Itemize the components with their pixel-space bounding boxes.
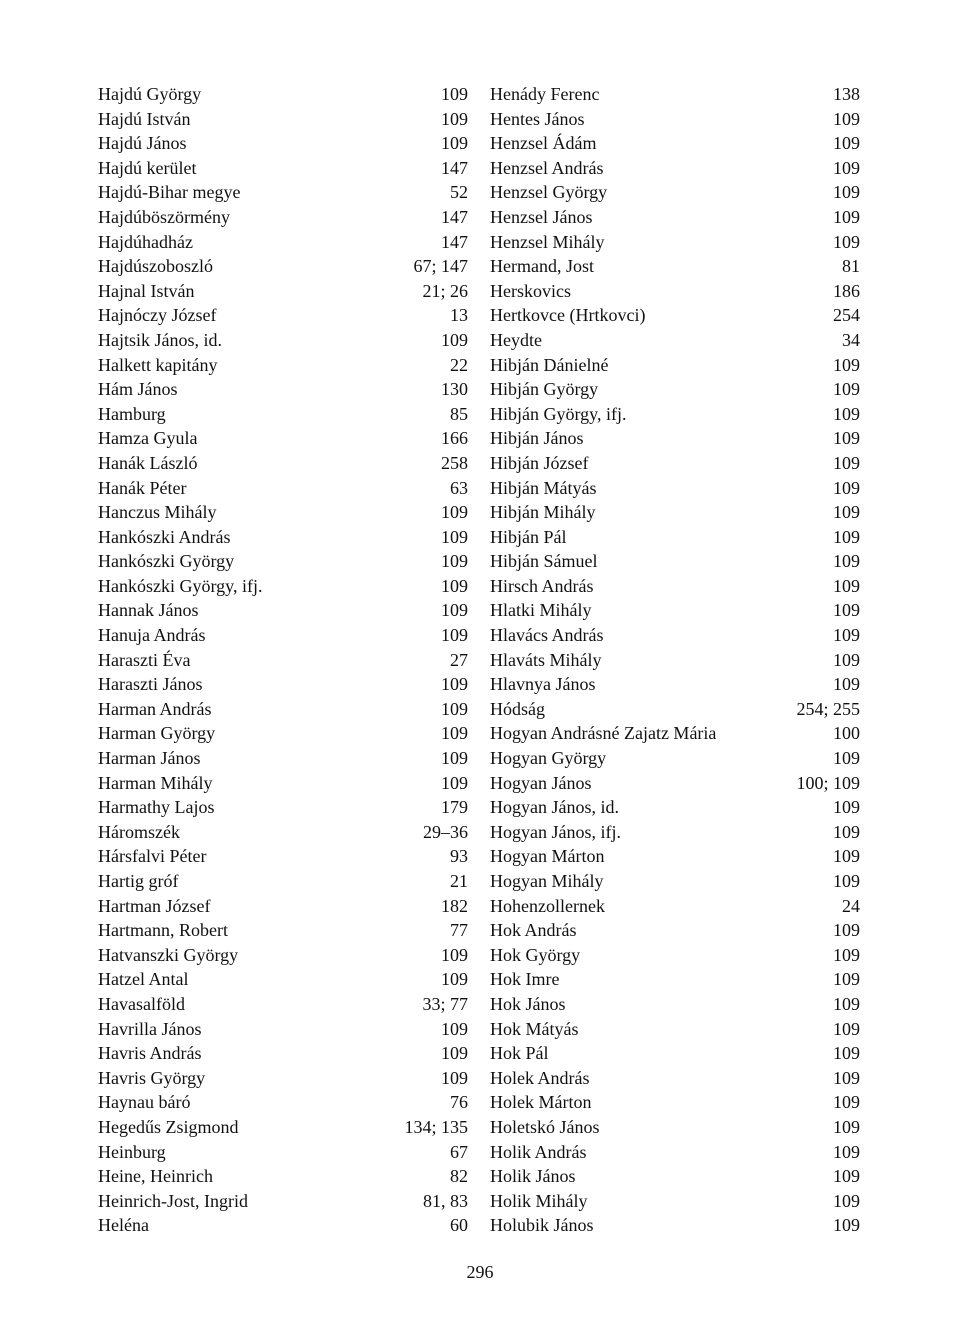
index-entry-page: 109 — [833, 526, 860, 547]
index-entry-page: 63 — [450, 477, 468, 498]
index-entry-page: 109 — [441, 772, 468, 793]
index-entry-page: 22 — [450, 354, 468, 375]
index-entry-name: Hajdú György — [98, 84, 202, 104]
index-entry-page: 13 — [450, 305, 468, 326]
index-entry-page: 33; 77 — [422, 993, 468, 1014]
index-entry — [490, 992, 860, 1017]
index-entry-name: Hentes János — [490, 108, 585, 129]
index-entry-name: Hlatki Mihály — [490, 600, 592, 621]
index-entry-name: Hogyan János, id. — [490, 797, 619, 818]
index-entry — [98, 992, 468, 1017]
index-entry-page: 147 — [441, 157, 468, 178]
index-entry-name: Hajdúböszörmény — [98, 206, 230, 227]
index-entry-name: Hankószki András — [98, 526, 231, 547]
index-entry-name: Hamburg — [98, 403, 166, 424]
index-entry — [490, 525, 860, 550]
index-entry-name: Hok Pál — [490, 1043, 549, 1064]
index-entry-page: 93 — [450, 846, 468, 867]
index-entry-name: Hertkovce (Hrtkovci) — [490, 305, 646, 326]
index-entry-name: Havrilla János — [98, 1018, 202, 1039]
index-entry — [98, 1140, 468, 1165]
index-entry-page: 109 — [833, 944, 860, 965]
index-entry-page: 109 — [833, 575, 860, 596]
index-entry — [98, 328, 468, 353]
index-entry-page: 254; 255 — [796, 698, 860, 719]
index-entry — [98, 844, 468, 869]
index-entry — [98, 1115, 468, 1140]
index-entry — [490, 771, 860, 796]
index-entry — [98, 648, 468, 673]
index-entry-name: Hanák László — [98, 452, 198, 473]
index-entry — [98, 107, 468, 132]
index-entry — [490, 820, 860, 845]
index-entry-page: 179 — [441, 797, 468, 818]
index-entry — [490, 943, 860, 968]
index-entry — [98, 771, 468, 796]
index-entry — [98, 869, 468, 894]
index-entry-name: Hársfalvi Péter — [98, 846, 207, 867]
index-entry-name: Heléna — [98, 1215, 149, 1236]
index-entry — [490, 500, 860, 525]
index-entry-name: Hankószki György, ifj. — [98, 575, 263, 596]
index-entry-page: 109 — [833, 1018, 860, 1039]
index-entry-page: 67 — [450, 1141, 468, 1162]
index-entry-name: Hartman József — [98, 895, 211, 916]
index-entry — [490, 451, 860, 476]
index-entry — [490, 377, 860, 402]
index-entry — [98, 894, 468, 919]
index-entry-name: Hajdú János — [98, 133, 187, 154]
index-entry-name: Harman Mihály — [98, 772, 213, 793]
index-entry — [98, 377, 468, 402]
index-entry-page: 109 — [833, 748, 860, 769]
index-entry-name: Haraszti Éva — [98, 649, 191, 670]
index-entry-page: 130 — [441, 379, 468, 400]
index-entry-page: 109 — [833, 871, 860, 891]
index-entry — [490, 131, 860, 156]
index-column-left — [98, 82, 468, 1238]
index-entry — [490, 918, 860, 943]
index-entry — [490, 721, 860, 746]
index-entry-name: Hirsch András — [490, 575, 594, 596]
index-entry-page: 109 — [833, 157, 860, 178]
index-entry-page: 109 — [441, 723, 468, 744]
index-entry-page: 52 — [450, 182, 468, 203]
index-entry-page: 21; 26 — [422, 280, 468, 301]
index-entry-page: 100; 109 — [796, 772, 860, 793]
index-entry-page: 82 — [450, 1166, 468, 1187]
index-entry-page: 109 — [833, 920, 860, 941]
index-entry-name: Hohenzollernek — [490, 895, 605, 916]
index-entry — [490, 844, 860, 869]
index-entry — [98, 279, 468, 304]
index-entry-name: Hanczus Mihály — [98, 502, 217, 523]
index-entry-page: 85 — [450, 403, 468, 424]
index-entry-name: Herskovics — [490, 280, 571, 301]
index-entry-page: 134; 135 — [404, 1116, 468, 1137]
index-entry-page: 109 — [441, 674, 468, 695]
index-entry — [98, 82, 468, 107]
index-entry-name: Hlaváts Mihály — [490, 649, 602, 670]
index-entry — [98, 746, 468, 771]
index-entry-name: Hok György — [490, 944, 581, 965]
index-entry-page: 77 — [450, 920, 468, 941]
index-entry-name: Hartmann, Robert — [98, 920, 228, 941]
index-entry — [490, 82, 860, 107]
index-entry-page: 147 — [441, 231, 468, 252]
index-entry — [98, 943, 468, 968]
index-entry-page: 109 — [441, 600, 468, 621]
index-entry-page: 109 — [833, 403, 860, 424]
index-entry — [490, 402, 860, 427]
index-entry — [490, 1189, 860, 1214]
index-entry-page: 109 — [833, 993, 860, 1014]
index-entry — [490, 648, 860, 673]
index-entry-name: Harman János — [98, 748, 201, 769]
index-entry-name: Hajdú-Bihar megye — [98, 182, 241, 203]
index-entry — [98, 697, 468, 722]
index-entry-name: Hok Mátyás — [490, 1018, 579, 1039]
index-entry-name: Hajdúhadház — [98, 231, 193, 252]
index-entry-name: Hatzel Antal — [98, 969, 189, 990]
index-entry-page: 109 — [441, 551, 468, 572]
index-entry-name: Hajdú István — [98, 108, 191, 129]
index-entry — [490, 303, 860, 328]
index-entry-name: Havris György — [98, 1067, 206, 1088]
index-entry-page: 109 — [833, 477, 860, 498]
index-entry-page: 109 — [833, 1092, 860, 1113]
index-entry-page: 166 — [441, 428, 468, 449]
index-entry-name: Hódság — [490, 698, 545, 719]
index-entry-page: 109 — [833, 452, 860, 473]
index-entry — [98, 1041, 468, 1066]
index-entry — [490, 549, 860, 574]
index-entry — [490, 230, 860, 255]
index-entry — [490, 1090, 860, 1115]
index-entry — [98, 402, 468, 427]
index-entry-page: 109 — [441, 1067, 468, 1088]
index-entry — [490, 697, 860, 722]
index-entry-name: Havasalföld — [98, 993, 185, 1014]
index-entry — [490, 894, 860, 919]
index-entry-name: Harman András — [98, 698, 212, 719]
index-entry-name: Hogyan Márton — [490, 846, 605, 867]
index-entry-page: 109 — [833, 969, 860, 990]
index-entry — [98, 230, 468, 255]
index-entry-name: Heinburg — [98, 1141, 166, 1162]
index-entry — [98, 721, 468, 746]
index-entry — [490, 156, 860, 181]
index-entry-page: 34 — [842, 329, 860, 350]
index-entry — [98, 500, 468, 525]
index-entry-page: 109 — [441, 969, 468, 990]
index-entry-page: 109 — [441, 84, 468, 104]
index-entry-page: 109 — [833, 674, 860, 695]
index-entry — [490, 353, 860, 378]
index-entry — [490, 795, 860, 820]
index-entry — [98, 1066, 468, 1091]
index-entry-name: Hlavnya János — [490, 674, 596, 695]
index-entry-name: Heydte — [490, 329, 542, 350]
index-entry-page: 258 — [441, 452, 468, 473]
index-entry — [98, 820, 468, 845]
index-entry-page: 109 — [833, 797, 860, 818]
index-entry — [98, 254, 468, 279]
index-entry — [98, 598, 468, 623]
index-entry-page: 109 — [441, 944, 468, 965]
index-entry-page: 109 — [441, 748, 468, 769]
index-entry-page: 109 — [441, 625, 468, 646]
index-entry — [98, 156, 468, 181]
index-entry-name: Hartig gróf — [98, 871, 179, 891]
index-entry-page: 109 — [833, 625, 860, 646]
index-entry-name: Haynau báró — [98, 1092, 191, 1113]
index-entry — [490, 1115, 860, 1140]
index-entry-name: Hegedűs Zsigmond — [98, 1116, 239, 1137]
index-entry-page: 100 — [833, 723, 860, 744]
index-entry — [490, 279, 860, 304]
index-entry — [98, 918, 468, 943]
index-entry — [490, 180, 860, 205]
index-entry — [98, 1213, 468, 1238]
index-entry — [490, 672, 860, 697]
index-entry-page: 109 — [833, 1166, 860, 1187]
index-entry-name: Henády Ferenc — [490, 84, 600, 104]
index-entry-name: Halkett kapitány — [98, 354, 218, 375]
index-entry-name: Holek András — [490, 1067, 590, 1088]
index-entry-name: Henzsel András — [490, 157, 604, 178]
index-entry-name: Hibján Mátyás — [490, 477, 597, 498]
index-entry-name: Henzsel Mihály — [490, 231, 605, 252]
index-entry — [98, 574, 468, 599]
index-entry-name: Haraszti János — [98, 674, 203, 695]
index-entry-name: Hanuja András — [98, 625, 206, 646]
index-entry-page: 109 — [441, 329, 468, 350]
index-entry-page: 109 — [833, 846, 860, 867]
index-entry-page: 81 — [842, 256, 860, 277]
index-entry-page: 109 — [833, 1141, 860, 1162]
index-entry — [98, 303, 468, 328]
index-entry — [98, 967, 468, 992]
index-entry-page: 109 — [833, 231, 860, 252]
index-entry-name: Hok János — [490, 993, 566, 1014]
index-entry-page: 109 — [833, 108, 860, 129]
index-entry — [490, 967, 860, 992]
index-entry-page: 109 — [833, 206, 860, 227]
index-entry-page: 109 — [833, 354, 860, 375]
index-entry-name: Hogyan Mihály — [490, 871, 604, 891]
index-entry-name: Hajdú kerület — [98, 157, 197, 178]
index-entry — [98, 1017, 468, 1042]
index-entry-name: Háromszék — [98, 821, 180, 842]
index-entry — [490, 623, 860, 648]
index-entry-name: Hibján György — [490, 379, 599, 400]
index-entry — [490, 574, 860, 599]
index-entry-name: Holik András — [490, 1141, 587, 1162]
index-entry-name: Hibján Dánielné — [490, 354, 609, 375]
index-entry — [490, 598, 860, 623]
index-entry — [98, 451, 468, 476]
index-entry-page: 109 — [441, 1018, 468, 1039]
index-entry — [98, 205, 468, 230]
index-entry-name: Hajdúszoboszló — [98, 256, 213, 277]
index-entry-name: Holik János — [490, 1166, 576, 1187]
index-entry-page: 109 — [833, 428, 860, 449]
index-entry-page: 27 — [450, 649, 468, 670]
index-entry-name: Henzsel János — [490, 206, 593, 227]
index-entry — [490, 426, 860, 451]
index-entry-page: 109 — [833, 821, 860, 842]
index-entry-name: Holek Márton — [490, 1092, 592, 1113]
page-number: 296 — [466, 1262, 494, 1282]
index-entry — [98, 1189, 468, 1214]
index-entry-page: 109 — [833, 551, 860, 572]
index-entry-page: 109 — [441, 526, 468, 547]
index-entry-name: Harman György — [98, 723, 216, 744]
index-entry-name: Hibján József — [490, 452, 589, 473]
index-entry-name: Hibján György, ifj. — [490, 403, 627, 424]
index-entry-page: 109 — [833, 133, 860, 154]
index-entry-page: 60 — [450, 1215, 468, 1236]
index-entry-name: Hermand, Jost — [490, 256, 594, 277]
index-entry-page: 109 — [833, 502, 860, 523]
index-entry-page: 109 — [833, 600, 860, 621]
index-entry-name: Henzsel Ádám — [490, 133, 597, 154]
index-entry-name: Hám János — [98, 379, 178, 400]
index-entry — [98, 525, 468, 550]
index-entry-page: 109 — [441, 1043, 468, 1064]
index-entry-name: Holetskó János — [490, 1116, 600, 1137]
index-entry-name: Hajnal István — [98, 280, 195, 301]
index-entry-name: Havris András — [98, 1043, 202, 1064]
index-entry-page: 138 — [833, 84, 860, 104]
index-entry-name: Hatvanszki György — [98, 944, 239, 965]
index-entry-name: Harmathy Lajos — [98, 797, 215, 818]
index-entry-page: 21 — [450, 871, 468, 891]
index-entry-page: 254 — [833, 305, 860, 326]
index-entry — [490, 476, 860, 501]
index-entry-page: 109 — [833, 649, 860, 670]
index-entry-page: 67; 147 — [413, 256, 468, 277]
index-entry — [490, 1066, 860, 1091]
index-entry-page: 109 — [833, 379, 860, 400]
index-entry — [490, 1041, 860, 1066]
index-entry-name: Hlavács András — [490, 625, 604, 646]
index-entry-page: 24 — [842, 895, 860, 916]
index-entry-page: 109 — [441, 575, 468, 596]
index-entry — [490, 1017, 860, 1042]
index-entry-name: Holubik János — [490, 1215, 594, 1236]
index-entry-name: Hibján Sámuel — [490, 551, 598, 572]
index-entry-name: Hogyan Andrásné Zajatz Mária — [490, 723, 717, 744]
index-entry — [490, 746, 860, 771]
index-entry-name: Hibján János — [490, 428, 584, 449]
index-entry-name: Hannak János — [98, 600, 199, 621]
index-entry-name: Hok Imre — [490, 969, 560, 990]
index-entry — [490, 328, 860, 353]
index-entry — [490, 1164, 860, 1189]
index-entry-page: 76 — [450, 1092, 468, 1113]
index-entry-page: 109 — [833, 1067, 860, 1088]
index-entry — [98, 1090, 468, 1115]
index-entry-page: 147 — [441, 206, 468, 227]
index-entry-name: Hogyan János, ifj. — [490, 821, 621, 842]
index-entry-page: 109 — [441, 502, 468, 523]
index-entry-name: Hibján Pál — [490, 526, 567, 547]
index-entry-name: Holik Mihály — [490, 1190, 588, 1211]
index-entry-name: Hok András — [490, 920, 577, 941]
index-entry-name: Hankószki György — [98, 551, 235, 572]
index-entry — [98, 549, 468, 574]
index-entry-name: Henzsel György — [490, 182, 608, 203]
index-entry — [490, 1140, 860, 1165]
index-entry — [98, 623, 468, 648]
index-entry — [98, 131, 468, 156]
index-entry — [490, 869, 860, 894]
index-entry-page: 109 — [441, 698, 468, 719]
index-entry-name: Hanák Péter — [98, 477, 187, 498]
index-entry-page: 109 — [833, 182, 860, 203]
index-entry-page: 109 — [833, 1116, 860, 1137]
index-entry — [98, 476, 468, 501]
index-entry-page: 182 — [441, 895, 468, 916]
index-entry-name: Heine, Heinrich — [98, 1166, 213, 1187]
index-entry-name: Hamza Gyula — [98, 428, 198, 449]
index-entry-name: Hibján Mihály — [490, 502, 596, 523]
index-column-right — [490, 82, 860, 1238]
index-entry — [98, 672, 468, 697]
index-entry-page: 109 — [833, 1215, 860, 1236]
index-entry-page: 109 — [441, 133, 468, 154]
index-entry-page: 109 — [441, 108, 468, 129]
index-entry-name: Hogyan György — [490, 748, 607, 769]
index-entry — [490, 1213, 860, 1238]
index-entry-name: Hajtsik János, id. — [98, 329, 222, 350]
index-entry-page: 109 — [833, 1190, 860, 1211]
index-entry — [98, 180, 468, 205]
index-entry — [98, 1164, 468, 1189]
index-entry — [490, 254, 860, 279]
index-entry — [98, 353, 468, 378]
index-entry-name: Hogyan János — [490, 772, 592, 793]
index-entry-page: 29–36 — [423, 821, 468, 842]
index-entry-page: 186 — [833, 280, 860, 301]
index-entry — [98, 795, 468, 820]
index-entry — [98, 426, 468, 451]
index-entry — [490, 107, 860, 132]
index-entry — [490, 205, 860, 230]
index-entry-name: Hajnóczy József — [98, 305, 217, 326]
index-entry-page: 81, 83 — [423, 1190, 468, 1211]
index-entry-name: Heinrich-Jost, Ingrid — [98, 1190, 248, 1211]
index-entry-page: 109 — [833, 1043, 860, 1064]
